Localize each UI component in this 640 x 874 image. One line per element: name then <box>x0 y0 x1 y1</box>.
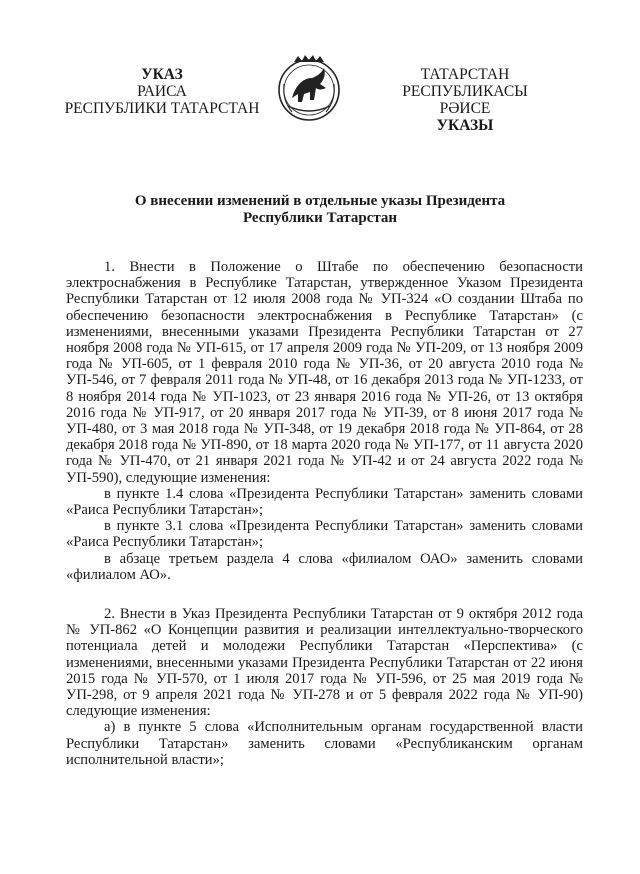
header-right-line1: ТАТАРСТАН РЕСПУБЛИКАСЫ <box>402 66 528 100</box>
paragraph-item-1-point-1-4: в пункте 1.4 слова «Президента Республики Татарстан» заменить словами «Раиса Республики Татарстан»; <box>66 485 583 519</box>
paragraph-item-1-section-4: в абзаце третьем раздела 4 слова «филиалом ОАО» заменить словами «филиалом АО». <box>66 550 583 583</box>
header-left-russian <box>62 66 262 117</box>
header-right-tatar <box>358 66 572 134</box>
paragraph-item-2-subitem-a: а) в пункте 5 слова «Исполнительным органам государственной власти Республики Татарстан» заменить словами «Республиканским органам исполнительной власти»; <box>66 719 583 768</box>
decree-body <box>66 259 583 768</box>
decree-title-line1: О внесении изменений в отдельные указы Президента <box>134 193 506 209</box>
coat-of-arms-emblem <box>276 54 342 124</box>
header-left-line1: УКАЗ <box>141 66 183 83</box>
header-right-line3: УКАЗЫ <box>436 117 494 134</box>
header-left-line2: РАИСА <box>137 83 187 100</box>
paragraph-item-1: 1. Внести в Положение о Штабе по обеспечению безопасности электроснабжения в Республике Татарстан, утвержденное Указом Президента Республики Татарстан от 12 июля 2008 года № УП-324 «О создании Штаба по обеспечению безопасности электроснабжения в Республике Татарстан» (с изменениями, внесенными указами Президента Республики Татарстан от 27 ноября 2008 года № УП-615, от 17 апреля 2009 года № УП-209, от 13 ноября 2009 года № УП-605, от 1 февраля 2010 года № УП-36, от 20 августа 2010 года № УП-546, от 7 февраля 2011 года № УП-48, от 16 декабря 2013 года № УП-1233, от 8 ноября 2014 года № УП-1023, от 23 января 2016 года № УП-26, от 13 октября 2016 года № УП-917, от 20 января 2017 года № УП-39, от 8 июня 2017 года № УП-480, от 3 мая 2018 года № УП-348, от 19 декабря 2018 года № УП-864, от 28 декабря 2018 года № УП-890, от 18 марта 2020 года № УП-177, от 11 августа 2020 года № УП-470, от 21 января 2021 года № УП-42 и от 24 августа 2022 года № УП-590), следующие изменения: <box>66 259 583 486</box>
decree-title-line2: Республики Татарстан <box>242 210 398 226</box>
paragraph-item-1-point-3-1: в пункте 3.1 слова «Президента Республики Татарстан» заменить словами «Раиса Республики Татарстан»; <box>66 518 583 551</box>
decree-title <box>60 193 580 227</box>
paragraph-item-2: 2. Внести в Указ Президента Республики Татарстан от 9 октября 2012 года № УП-862 «О Концепции развития и реализации интеллектуально-творческого потенциала детей и молодежи Республики Татарстан «Перспектива» (с изменениями, внесенными указами Президента Республики Татарстан от 22 июня 2015 года № УП-570, от 1 июля 2017 года № УП-596, от 25 мая 2019 года № УП-298, от 9 апреля 2021 года № УП-278 и от 5 февраля 2022 года № УП-90) следующие изменения: <box>66 606 583 720</box>
header-right-line2: РӘИСЕ <box>439 100 491 117</box>
header-left-line3: РЕСПУБЛИКИ ТАТАРСТАН <box>64 100 260 117</box>
